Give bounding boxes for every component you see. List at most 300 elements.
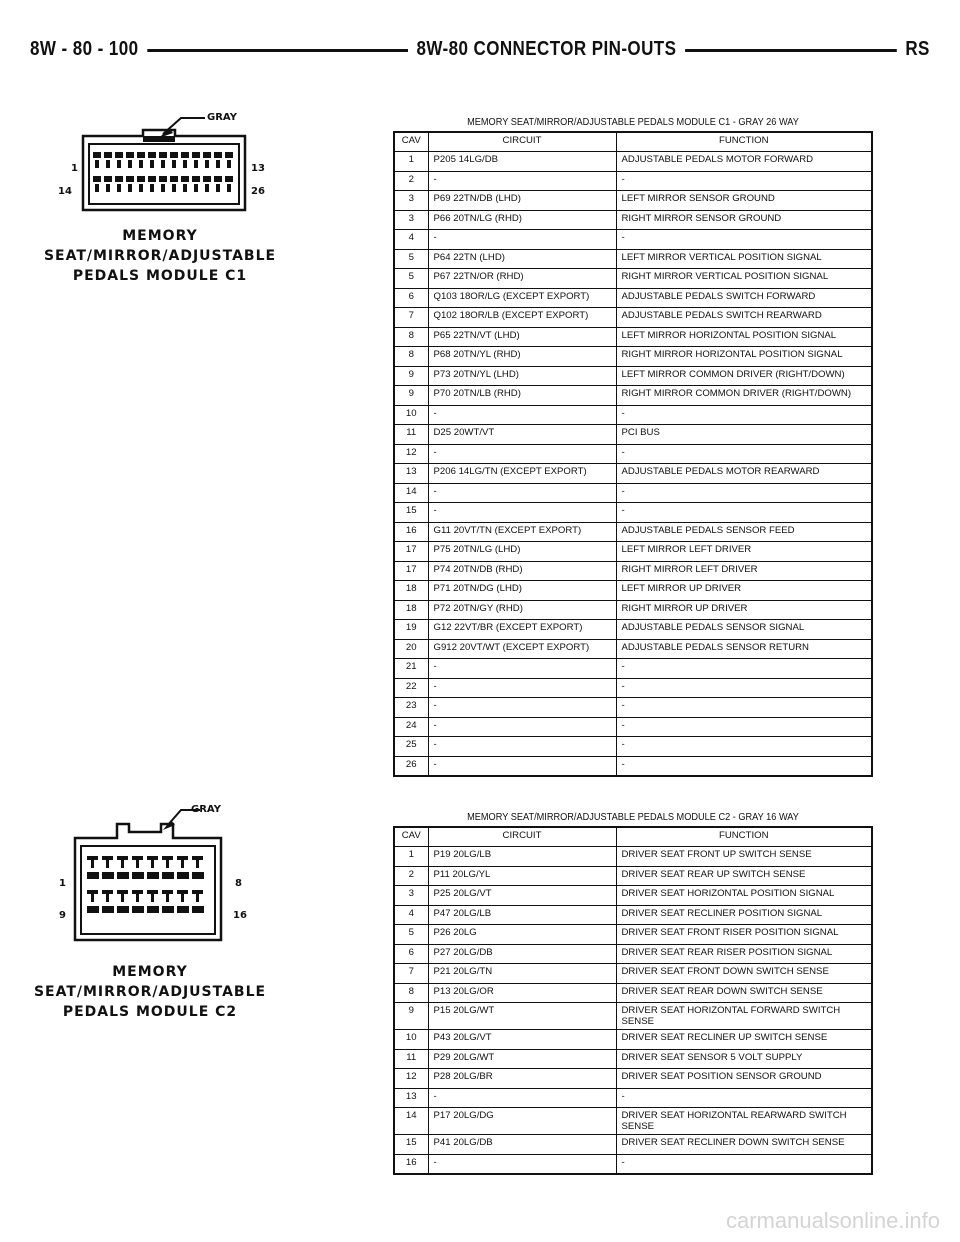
table-header-row (394, 132, 872, 152)
cell-circuit: - (428, 756, 616, 776)
cell-function: - (616, 1154, 872, 1174)
table-c1 (393, 131, 873, 777)
pin-cavity (192, 152, 200, 158)
cell-cav: 11 (394, 1049, 428, 1069)
cell-cav: 17 (394, 561, 428, 581)
table-c2 (393, 826, 873, 1175)
pin-cavity (177, 890, 188, 894)
cell-circuit: P72 20TN/GY (RHD) (428, 600, 616, 620)
pin-cavity (177, 872, 189, 879)
cell-circuit: - (428, 230, 616, 250)
pin-cavity (227, 160, 231, 168)
pin-cavity (162, 906, 174, 913)
pin-cavity (150, 184, 154, 192)
pin-cavity (183, 184, 187, 192)
pin-cavity (137, 152, 145, 158)
pin-cavity (117, 184, 121, 192)
table-row (394, 964, 872, 984)
page-title: 8W-80 CONNECTOR PIN-OUTS (408, 38, 685, 61)
pin-cavity (227, 184, 231, 192)
cell-circuit: P69 22TN/DB (LHD) (428, 191, 616, 211)
cell-cav: 15 (394, 1135, 428, 1155)
pin-cavity (95, 184, 99, 192)
cell-cav: 13 (394, 1088, 428, 1108)
cell-cav: 26 (394, 756, 428, 776)
table-row (394, 1049, 872, 1069)
cell-circuit: P21 20LG/TN (428, 964, 616, 984)
cell-function: ADJUSTABLE PEDALS SENSOR SIGNAL (616, 620, 872, 640)
cell-circuit: - (428, 698, 616, 718)
pin-cavity (121, 894, 124, 902)
pin-cavity (192, 890, 203, 894)
cell-circuit: - (428, 1154, 616, 1174)
pin-cavity (192, 856, 203, 860)
table-row (394, 983, 872, 1003)
pin-cavity (117, 160, 121, 168)
pin-cavity (181, 894, 184, 902)
pin-cavity (159, 152, 167, 158)
cell-function: DRIVER SEAT REAR DOWN SWITCH SENSE (616, 983, 872, 1003)
cell-circuit: P28 20LG/BR (428, 1069, 616, 1089)
pin-cavity (136, 894, 139, 902)
pin-cavity (93, 176, 101, 182)
cell-function: RIGHT MIRROR LEFT DRIVER (616, 561, 872, 581)
pin-cavity (214, 152, 222, 158)
cell-circuit: G11 20VT/TN (EXCEPT EXPORT) (428, 522, 616, 542)
pin-cavity (159, 176, 167, 182)
cell-circuit: - (428, 659, 616, 679)
cell-function: LEFT MIRROR SENSOR GROUND (616, 191, 872, 211)
cell-function: - (616, 171, 872, 191)
pin-cavity (104, 176, 112, 182)
table-row (394, 561, 872, 581)
pin-cavity (183, 160, 187, 168)
connector-c2-caption (30, 962, 270, 1022)
section-code: RS (897, 38, 930, 61)
connector-c1-drawing (55, 108, 270, 218)
cell-circuit: P15 20LG/WT (428, 1003, 616, 1030)
pin-cavity (117, 890, 128, 894)
cell-function: DRIVER SEAT FRONT DOWN SWITCH SENSE (616, 964, 872, 984)
cell-function: DRIVER SEAT HORIZONTAL FORWARD SWITCH SENSE (616, 1003, 872, 1030)
table-row (394, 171, 872, 191)
c2-pin-label-16: 16 (233, 910, 247, 921)
cell-cav: 12 (394, 1069, 428, 1089)
cell-function: PCI BUS (616, 425, 872, 445)
table-row (394, 944, 872, 964)
cell-cav: 25 (394, 737, 428, 757)
pin-cavity (102, 856, 113, 860)
cell-cav: 9 (394, 386, 428, 406)
table-row (394, 386, 872, 406)
cell-function: DRIVER SEAT RECLINER DOWN SWITCH SENSE (616, 1135, 872, 1155)
cell-function: - (616, 737, 872, 757)
cell-cav: 14 (394, 1108, 428, 1135)
pin-cavity (203, 176, 211, 182)
cell-circuit: P205 14LG/DB (428, 152, 616, 172)
cell-cav: 18 (394, 600, 428, 620)
cell-function: ADJUSTABLE PEDALS SWITCH FORWARD (616, 288, 872, 308)
cell-circuit: P29 20LG/WT (428, 1049, 616, 1069)
cell-circuit: P67 22TN/OR (RHD) (428, 269, 616, 289)
table-row (394, 327, 872, 347)
table-row (394, 210, 872, 230)
cell-cav: 9 (394, 366, 428, 386)
pin-cavity (106, 184, 110, 192)
cell-cav: 22 (394, 678, 428, 698)
pin-cavity (151, 894, 154, 902)
cell-cav: 21 (394, 659, 428, 679)
pin-cavity (170, 176, 178, 182)
pin-cavity (170, 152, 178, 158)
cell-circuit: P73 20TN/YL (LHD) (428, 366, 616, 386)
page-number: 8W - 80 - 100 (30, 38, 147, 61)
cell-circuit: P19 20LG/LB (428, 847, 616, 867)
pin-cavity (139, 160, 143, 168)
cell-cav: 3 (394, 210, 428, 230)
c2-pin-label-8: 8 (235, 878, 242, 889)
table-row (394, 347, 872, 367)
pinout-table-c1 (393, 115, 873, 777)
cell-cav: 3 (394, 191, 428, 211)
cell-function: - (616, 678, 872, 698)
pin-cavity (128, 184, 132, 192)
cell-function: DRIVER SEAT REAR UP SWITCH SENSE (616, 866, 872, 886)
table-row (394, 847, 872, 867)
cell-cav: 20 (394, 639, 428, 659)
pin-cavity (148, 176, 156, 182)
cell-cav: 5 (394, 269, 428, 289)
cell-function: DRIVER SEAT RECLINER POSITION SIGNAL (616, 905, 872, 925)
cell-circuit: P70 20TN/LB (RHD) (428, 386, 616, 406)
pin-cavity (102, 872, 114, 879)
header-function: FUNCTION (616, 132, 872, 152)
cell-cav: 5 (394, 925, 428, 945)
cell-function: LEFT MIRROR UP DRIVER (616, 581, 872, 601)
cell-function: - (616, 659, 872, 679)
cell-circuit: P64 22TN (LHD) (428, 249, 616, 269)
cell-cav: 24 (394, 717, 428, 737)
cell-cav: 4 (394, 230, 428, 250)
cell-circuit: P43 20LG/VT (428, 1030, 616, 1050)
c1-pin-label-14: 14 (58, 186, 72, 197)
c2-pin-label-1: 1 (59, 878, 66, 889)
cell-function: LEFT MIRROR LEFT DRIVER (616, 542, 872, 562)
c1-pin-label-13: 13 (251, 163, 265, 174)
caption-line: MEMORY (122, 228, 198, 244)
header-cav: CAV (394, 132, 428, 152)
table-row (394, 191, 872, 211)
pin-cavity (216, 160, 220, 168)
pin-cavity (148, 152, 156, 158)
cell-cav: 10 (394, 1030, 428, 1050)
table-row (394, 483, 872, 503)
cell-function: ADJUSTABLE PEDALS SENSOR FEED (616, 522, 872, 542)
table-header-row (394, 827, 872, 847)
cell-function: RIGHT MIRROR HORIZONTAL POSITION SIGNAL (616, 347, 872, 367)
table-c2-body (394, 847, 872, 1175)
cell-cav: 8 (394, 983, 428, 1003)
table-row (394, 1003, 872, 1030)
cell-cav: 16 (394, 522, 428, 542)
pin-cavity (132, 856, 143, 860)
cell-cav: 19 (394, 620, 428, 640)
cell-cav: 10 (394, 405, 428, 425)
pin-cavity (102, 890, 113, 894)
cell-function: RIGHT MIRROR SENSOR GROUND (616, 210, 872, 230)
cell-cav: 12 (394, 444, 428, 464)
header-function: FUNCTION (616, 827, 872, 847)
cell-circuit: Q103 18OR/LG (EXCEPT EXPORT) (428, 288, 616, 308)
table-row (394, 659, 872, 679)
table-c2-caption: MEMORY SEAT/MIRROR/ADJUSTABLE PEDALS MODULE C2 - GRAY 16 WAY (467, 812, 799, 823)
pin-cavity (181, 860, 184, 868)
pin-cavity (87, 906, 99, 913)
pin-cavity (177, 856, 188, 860)
watermark: carmanualsonline.info (725, 1208, 940, 1233)
cell-circuit: - (428, 717, 616, 737)
table-row (394, 308, 872, 328)
cell-cav: 7 (394, 964, 428, 984)
cell-function: DRIVER SEAT POSITION SENSOR GROUND (616, 1069, 872, 1089)
pin-cavity (196, 860, 199, 868)
cell-cav: 18 (394, 581, 428, 601)
cell-cav: 6 (394, 944, 428, 964)
pin-cavity (91, 894, 94, 902)
cell-circuit: P66 20TN/LG (RHD) (428, 210, 616, 230)
pin-cavity (91, 860, 94, 868)
cell-function: - (616, 405, 872, 425)
pin-cavity (194, 160, 198, 168)
pin-cavity (151, 860, 154, 868)
cell-cav: 7 (394, 308, 428, 328)
cell-circuit: P206 14LG/TN (EXCEPT EXPORT) (428, 464, 616, 484)
cell-circuit: - (428, 1088, 616, 1108)
cell-circuit: P25 20LG/VT (428, 886, 616, 906)
caption-line: MEMORY (112, 964, 188, 980)
cell-circuit: P13 20LG/OR (428, 983, 616, 1003)
cell-cav: 6 (394, 288, 428, 308)
cell-circuit: P41 20LG/DB (428, 1135, 616, 1155)
pin-cavity (225, 176, 233, 182)
cell-circuit: - (428, 737, 616, 757)
caption-line: PEDALS MODULE C1 (72, 268, 248, 284)
cell-function: - (616, 503, 872, 523)
table-row (394, 542, 872, 562)
table-row (394, 288, 872, 308)
table-row (394, 717, 872, 737)
cell-cav: 17 (394, 542, 428, 562)
cell-circuit: P68 20TN/YL (RHD) (428, 347, 616, 367)
table-row (394, 1108, 872, 1135)
cell-function: ADJUSTABLE PEDALS SENSOR RETURN (616, 639, 872, 659)
table-row (394, 464, 872, 484)
table-row (394, 886, 872, 906)
pin-cavity (161, 160, 165, 168)
cell-function: DRIVER SEAT FRONT RISER POSITION SIGNAL (616, 925, 872, 945)
cell-circuit: G912 20VT/WT (EXCEPT EXPORT) (428, 639, 616, 659)
table-row (394, 425, 872, 445)
cell-cav: 5 (394, 249, 428, 269)
cell-function: RIGHT MIRROR COMMON DRIVER (RIGHT/DOWN) (616, 386, 872, 406)
cell-function: DRIVER SEAT SENSOR 5 VOLT SUPPLY (616, 1049, 872, 1069)
pin-cavity (162, 890, 173, 894)
cell-function: LEFT MIRROR COMMON DRIVER (RIGHT/DOWN) (616, 366, 872, 386)
pin-cavity (181, 176, 189, 182)
cell-function: LEFT MIRROR HORIZONTAL POSITION SIGNAL (616, 327, 872, 347)
table-row (394, 366, 872, 386)
cell-function: ADJUSTABLE PEDALS SWITCH REARWARD (616, 308, 872, 328)
pin-cavity (136, 860, 139, 868)
pin-cavity (87, 872, 99, 879)
cell-circuit: - (428, 405, 616, 425)
pin-cavity (205, 184, 209, 192)
pin-cavity (181, 152, 189, 158)
table-c1-body (394, 152, 872, 777)
pin-cavity (87, 890, 98, 894)
table-row (394, 1135, 872, 1155)
cell-cav: 8 (394, 347, 428, 367)
pin-cavity (117, 872, 129, 879)
connector-c2-drawing (55, 800, 270, 950)
cell-cav: 15 (394, 503, 428, 523)
pin-cavity (147, 856, 158, 860)
cell-circuit: P75 20TN/LG (LHD) (428, 542, 616, 562)
table-row (394, 756, 872, 776)
cell-cav: 23 (394, 698, 428, 718)
table-row (394, 230, 872, 250)
cell-circuit: - (428, 678, 616, 698)
cell-circuit: P47 20LG/LB (428, 905, 616, 925)
pin-cavity (147, 890, 158, 894)
cell-function: DRIVER SEAT HORIZONTAL POSITION SIGNAL (616, 886, 872, 906)
caption-line: SEAT/MIRROR/ADJUSTABLE (33, 984, 267, 1000)
table-row (394, 925, 872, 945)
cell-circuit: - (428, 503, 616, 523)
pin-cavity (162, 856, 173, 860)
pin-cavity (117, 856, 128, 860)
pin-cavity (166, 894, 169, 902)
cell-cav: 4 (394, 905, 428, 925)
pin-cavity (216, 184, 220, 192)
cell-function: - (616, 444, 872, 464)
cell-circuit: - (428, 444, 616, 464)
pin-cavity (106, 894, 109, 902)
header-circuit: CIRCUIT (428, 132, 616, 152)
pin-cavity (177, 906, 189, 913)
table-row (394, 444, 872, 464)
cell-circuit: - (428, 171, 616, 191)
cell-function: ADJUSTABLE PEDALS MOTOR REARWARD (616, 464, 872, 484)
c1-pin-label-26: 26 (251, 186, 265, 197)
pin-cavity (115, 176, 123, 182)
pin-cavity (132, 872, 144, 879)
connector-c1-color-label: GRAY (207, 112, 237, 123)
cell-cav: 9 (394, 1003, 428, 1030)
pin-cavity (162, 872, 174, 879)
pin-cavity (132, 906, 144, 913)
pin-cavity (95, 160, 99, 168)
cell-function: DRIVER SEAT FRONT UP SWITCH SENSE (616, 847, 872, 867)
cell-function: RIGHT MIRROR UP DRIVER (616, 600, 872, 620)
cell-function: - (616, 483, 872, 503)
pin-cavity (93, 152, 101, 158)
cell-function: DRIVER SEAT RECLINER UP SWITCH SENSE (616, 1030, 872, 1050)
table-row (394, 620, 872, 640)
pin-cavity (192, 176, 200, 182)
table-c1-caption: MEMORY SEAT/MIRROR/ADJUSTABLE PEDALS MODULE C1 - GRAY 26 WAY (467, 117, 799, 128)
cell-cav: 1 (394, 847, 428, 867)
cell-function: RIGHT MIRROR VERTICAL POSITION SIGNAL (616, 269, 872, 289)
table-row (394, 600, 872, 620)
cell-circuit: D25 20WT/VT (428, 425, 616, 445)
table-row (394, 269, 872, 289)
pin-cavity (196, 894, 199, 902)
caption-line: SEAT/MIRROR/ADJUSTABLE (43, 248, 277, 264)
cell-function: - (616, 230, 872, 250)
cell-cav: 1 (394, 152, 428, 172)
cell-function: ADJUSTABLE PEDALS MOTOR FORWARD (616, 152, 872, 172)
cell-circuit: P74 20TN/DB (RHD) (428, 561, 616, 581)
pin-cavity (128, 160, 132, 168)
cell-circuit: Q102 18OR/LB (EXCEPT EXPORT) (428, 308, 616, 328)
cell-circuit: P17 20LG/DG (428, 1108, 616, 1135)
cell-circuit: P11 20LG/YL (428, 866, 616, 886)
page-header (30, 38, 930, 64)
pin-cavity (104, 152, 112, 158)
table-row (394, 737, 872, 757)
table-row (394, 405, 872, 425)
cell-function: LEFT MIRROR VERTICAL POSITION SIGNAL (616, 249, 872, 269)
pin-cavity (102, 906, 114, 913)
pin-cavity (172, 160, 176, 168)
cell-cav: 16 (394, 1154, 428, 1174)
pin-cavity (126, 152, 134, 158)
pin-cavity (172, 184, 176, 192)
table-row (394, 1088, 872, 1108)
table-row (394, 522, 872, 542)
pin-cavity (126, 176, 134, 182)
pin-cavity (117, 906, 129, 913)
pin-cavity (225, 152, 233, 158)
pin-cavity (192, 906, 204, 913)
table-row (394, 866, 872, 886)
header-circuit: CIRCUIT (428, 827, 616, 847)
connector-c2-figure (55, 800, 270, 960)
cell-function: - (616, 698, 872, 718)
table-row (394, 639, 872, 659)
pin-cavity (161, 184, 165, 192)
pin-cavity (87, 856, 98, 860)
pin-cavity (147, 906, 159, 913)
pin-cavity (203, 152, 211, 158)
cell-circuit: P65 22TN/VT (LHD) (428, 327, 616, 347)
connector-c2-color-label: GRAY (191, 804, 221, 815)
cell-function: - (616, 1088, 872, 1108)
pin-cavity (121, 860, 124, 868)
cell-function: DRIVER SEAT HORIZONTAL REARWARD SWITCH SENSE (616, 1108, 872, 1135)
pin-cavity (115, 152, 123, 158)
cell-circuit: P71 20TN/DG (LHD) (428, 581, 616, 601)
pin-cavity (150, 160, 154, 168)
caption-line: PEDALS MODULE C2 (62, 1004, 238, 1020)
table-row (394, 1154, 872, 1174)
cell-function: - (616, 756, 872, 776)
cell-circuit: P27 20LG/DB (428, 944, 616, 964)
cell-cav: 11 (394, 425, 428, 445)
c1-pin-label-1: 1 (71, 163, 78, 174)
cell-cav: 8 (394, 327, 428, 347)
